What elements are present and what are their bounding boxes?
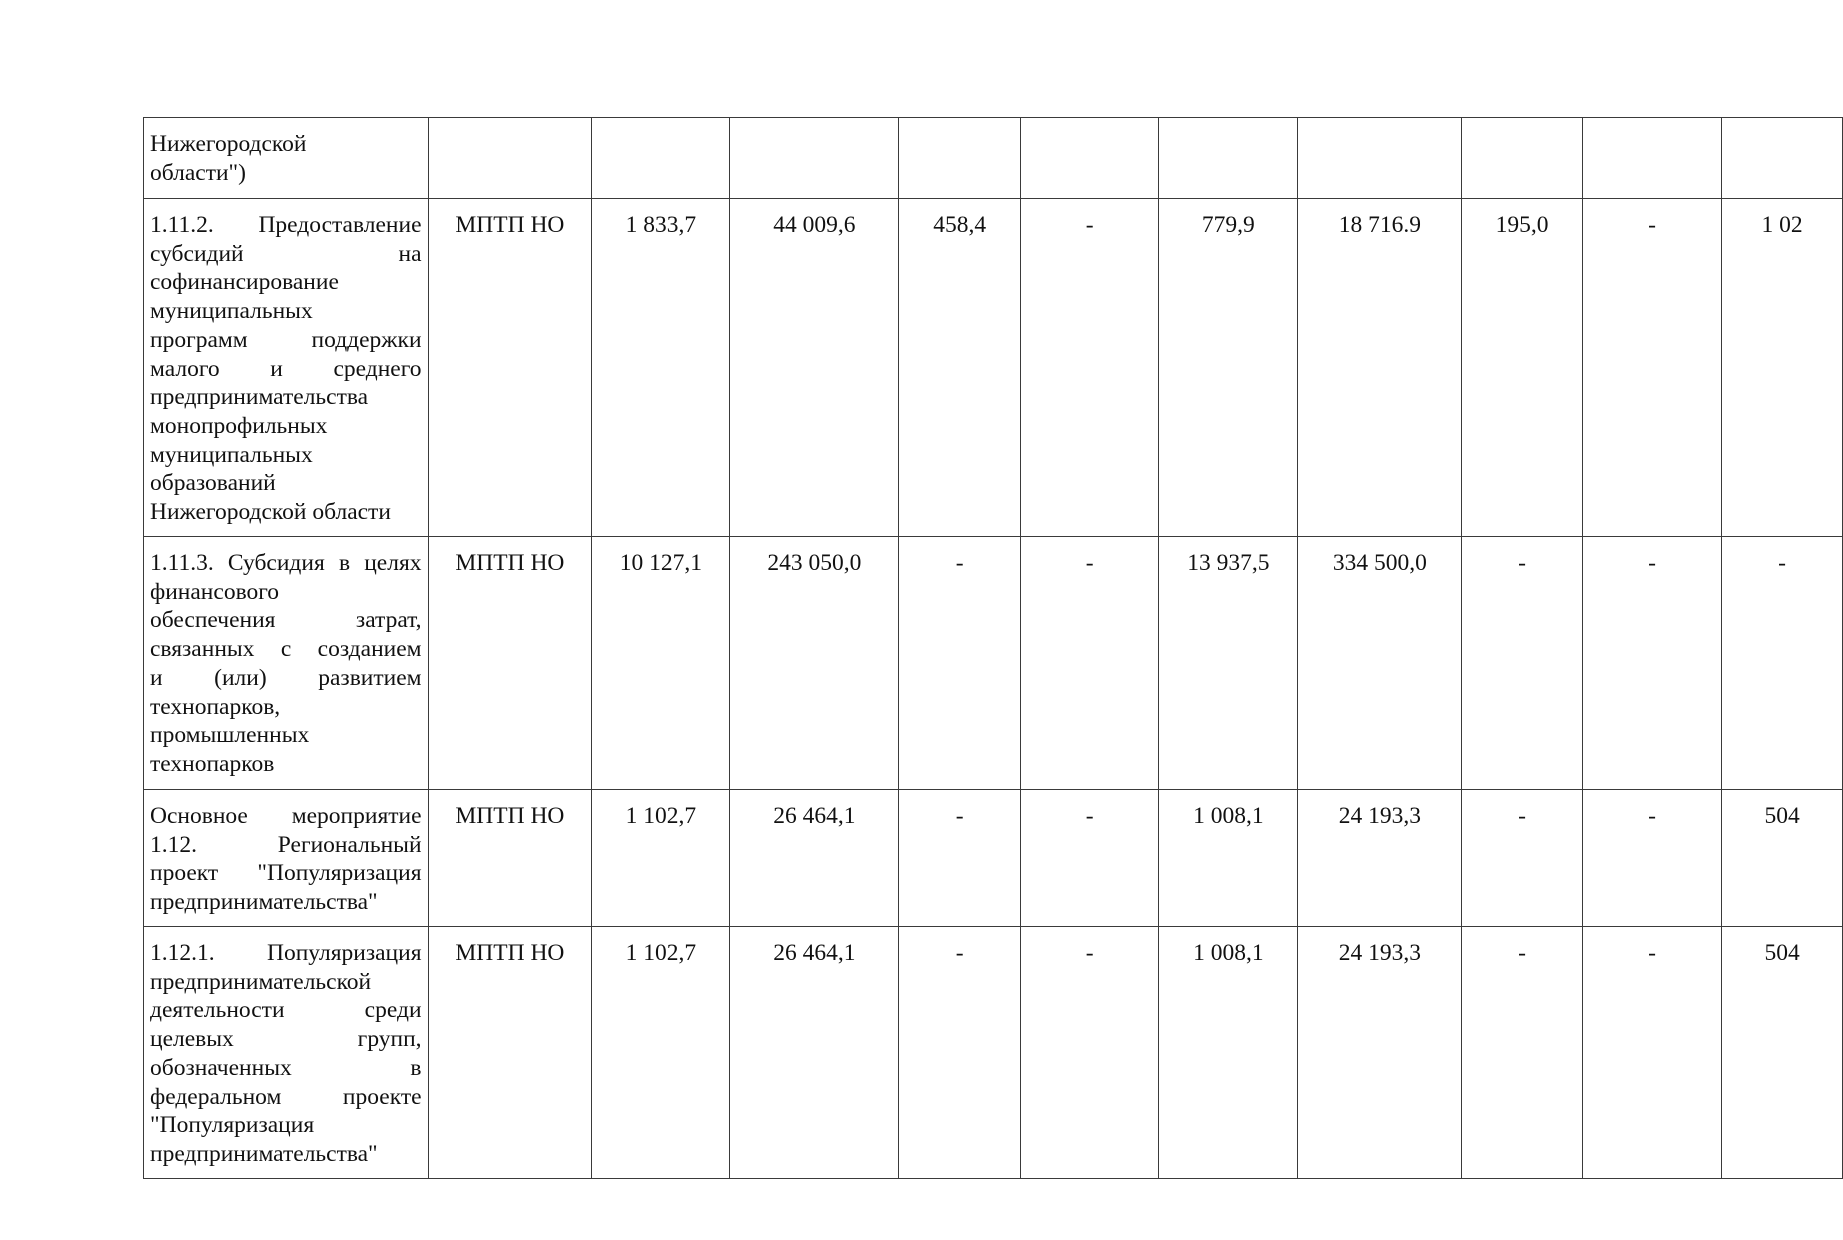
activity-name-line: Нижегородской: [150, 131, 307, 157]
value-cell: [592, 537, 730, 790]
activity-name-cell: [144, 199, 429, 537]
activity-name-line: предпринимательства: [150, 384, 369, 411]
value-cell: [730, 199, 899, 537]
value-cell: [730, 927, 899, 1179]
value-text: 18 716.9: [1338, 212, 1421, 238]
activity-name-line: области"): [150, 159, 246, 186]
value-cell: [1298, 537, 1462, 790]
executor-text: МПТП НО: [455, 940, 565, 966]
value-cell: [730, 537, 899, 790]
activity-name-line: целевых групп,: [150, 1026, 422, 1053]
value-text: [1021, 118, 1158, 130]
value-cell: [1159, 199, 1298, 537]
executor-text: МПТП НО: [455, 212, 565, 238]
value-cell: [1021, 199, 1159, 537]
value-text: 24 193,3: [1338, 940, 1421, 966]
value-text: -: [1085, 803, 1094, 829]
executor-cell: [428, 118, 592, 199]
activity-name-cell: [144, 537, 429, 790]
value-cell: [1582, 790, 1721, 927]
activity-name-line: Основное мероприятие: [150, 803, 422, 829]
activity-name-line: предпринимательства": [150, 889, 378, 916]
value-text: [1722, 118, 1842, 130]
activity-name-line: муниципальных: [150, 298, 313, 325]
value-cell: [1462, 927, 1583, 1179]
value-text: -: [1085, 940, 1094, 966]
value-text: [1159, 118, 1297, 130]
value-text: 504: [1764, 803, 1800, 829]
value-text: -: [1648, 940, 1656, 966]
value-cell: [1582, 199, 1721, 537]
value-text: -: [955, 803, 964, 829]
value-cell: [1722, 927, 1843, 1179]
activity-name-cell: [144, 927, 429, 1179]
activity-name-line: технопарков,: [150, 693, 281, 720]
value-text: [730, 118, 898, 130]
activity-name-line: 1.12. Региональный: [150, 831, 422, 858]
value-text: 195,0: [1495, 212, 1549, 238]
activity-name-line: 1.11.3. Субсидия в целях: [150, 550, 422, 576]
value-cell: [1298, 790, 1462, 927]
value-text: 26 464,1: [773, 940, 856, 966]
value-text: 10 127,1: [619, 550, 702, 576]
value-cell: [730, 790, 899, 927]
executor-text: МПТП НО: [455, 803, 565, 829]
activity-name-line: муниципальных: [150, 441, 313, 468]
table-row: [144, 118, 1843, 199]
activity-name-line: Нижегородской области: [150, 499, 391, 526]
activity-name-line: промышленных: [150, 722, 310, 749]
value-text: 458,4: [933, 212, 987, 238]
value-text: 24 193,3: [1338, 803, 1421, 829]
activity-name-line: проект "Популяризация: [150, 860, 422, 887]
value-cell: [1298, 199, 1462, 537]
value-text: [899, 118, 1020, 130]
activity-name-line: финансового: [150, 578, 280, 605]
value-cell: [1722, 790, 1843, 927]
value-text: -: [1778, 550, 1786, 576]
budget-table: [143, 117, 1843, 1179]
value-text: [1298, 118, 1461, 130]
activity-name-line: 1.11.2. Предоставление: [150, 212, 422, 238]
value-cell: [592, 790, 730, 927]
activity-name-line: обеспечения затрат,: [150, 607, 422, 634]
table-row: [144, 199, 1843, 537]
value-cell: [899, 790, 1021, 927]
activity-name-line: деятельности среди: [150, 997, 422, 1024]
value-text: 1 02: [1761, 212, 1803, 238]
value-text: -: [1518, 940, 1526, 966]
executor-text: [429, 118, 592, 130]
activity-name-line: "Популяризация: [150, 1112, 315, 1139]
value-text: 504: [1764, 940, 1800, 966]
value-cell: [899, 927, 1021, 1179]
value-cell: [1021, 537, 1159, 790]
value-cell: [592, 199, 730, 537]
activity-name-line: и (или) развитием: [150, 664, 422, 691]
value-cell: [1462, 790, 1583, 927]
value-text: 13 937,5: [1187, 550, 1270, 576]
value-cell: [1298, 927, 1462, 1179]
value-text: -: [1085, 212, 1094, 238]
value-text: [1583, 118, 1721, 130]
value-cell: [592, 927, 730, 1179]
value-text: 26 464,1: [773, 803, 856, 829]
value-cell: [1159, 537, 1298, 790]
value-cell: [899, 118, 1021, 199]
activity-name-line: 1.12.1. Популяризация: [150, 940, 422, 966]
value-text: 1 102,7: [625, 803, 697, 829]
value-cell: [1722, 199, 1843, 537]
value-cell: [1462, 199, 1583, 537]
value-text: 334 500,0: [1332, 550, 1427, 576]
value-cell: [899, 199, 1021, 537]
activity-name-line: монопрофильных: [150, 412, 328, 439]
value-cell: [1582, 118, 1721, 199]
value-text: 1 008,1: [1193, 940, 1264, 966]
value-cell: [1159, 118, 1298, 199]
value-cell: [1722, 118, 1843, 199]
activity-name-line: субсидий на: [150, 240, 422, 267]
table-row: [144, 927, 1843, 1179]
value-cell: [899, 537, 1021, 790]
value-text: 243 050,0: [767, 550, 862, 576]
table-row: [144, 537, 1843, 790]
activity-name-line: софинансирование: [150, 269, 339, 296]
value-cell: [592, 118, 730, 199]
table-row: [144, 790, 1843, 927]
activity-name-line: малого и среднего: [150, 355, 422, 382]
value-text: 1 833,7: [625, 212, 697, 238]
value-cell: [1462, 118, 1583, 199]
activity-name-cell: [144, 790, 429, 927]
activity-name-line: образований: [150, 470, 276, 497]
executor-cell: [428, 199, 592, 537]
value-cell: [730, 118, 899, 199]
value-text: -: [1648, 803, 1656, 829]
value-text: -: [955, 550, 964, 576]
activity-name-line: технопарков: [150, 750, 275, 777]
value-text: -: [1518, 550, 1526, 576]
value-text: [592, 118, 729, 130]
activity-name-line: обозначенных в: [150, 1054, 422, 1081]
value-text: 779,9: [1201, 212, 1255, 238]
activity-name-line: программ поддержки: [150, 326, 422, 353]
value-text: -: [1085, 550, 1094, 576]
activity-name-cell: [144, 118, 429, 199]
value-text: 44 009,6: [773, 212, 856, 238]
executor-cell: [428, 790, 592, 927]
value-text: 1 102,7: [625, 940, 697, 966]
value-text: -: [1648, 212, 1656, 238]
value-text: 1 008,1: [1193, 803, 1264, 829]
value-cell: [1298, 118, 1462, 199]
value-cell: [1582, 537, 1721, 790]
activity-name-line: связанных с созданием: [150, 636, 422, 663]
value-cell: [1159, 927, 1298, 1179]
value-cell: [1722, 537, 1843, 790]
value-text: -: [955, 940, 964, 966]
value-cell: [1462, 537, 1583, 790]
value-text: -: [1648, 550, 1656, 576]
executor-cell: [428, 537, 592, 790]
value-text: [1462, 118, 1582, 130]
executor-cell: [428, 927, 592, 1179]
value-cell: [1582, 927, 1721, 1179]
activity-name-line: предпринимательства": [150, 1140, 378, 1167]
value-cell: [1021, 790, 1159, 927]
activity-name-line: федеральном проекте: [150, 1083, 422, 1110]
value-text: -: [1518, 803, 1526, 829]
value-cell: [1021, 927, 1159, 1179]
value-cell: [1021, 118, 1159, 199]
activity-name-line: предпринимательской: [150, 968, 372, 995]
value-cell: [1159, 790, 1298, 927]
executor-text: МПТП НО: [455, 550, 565, 576]
